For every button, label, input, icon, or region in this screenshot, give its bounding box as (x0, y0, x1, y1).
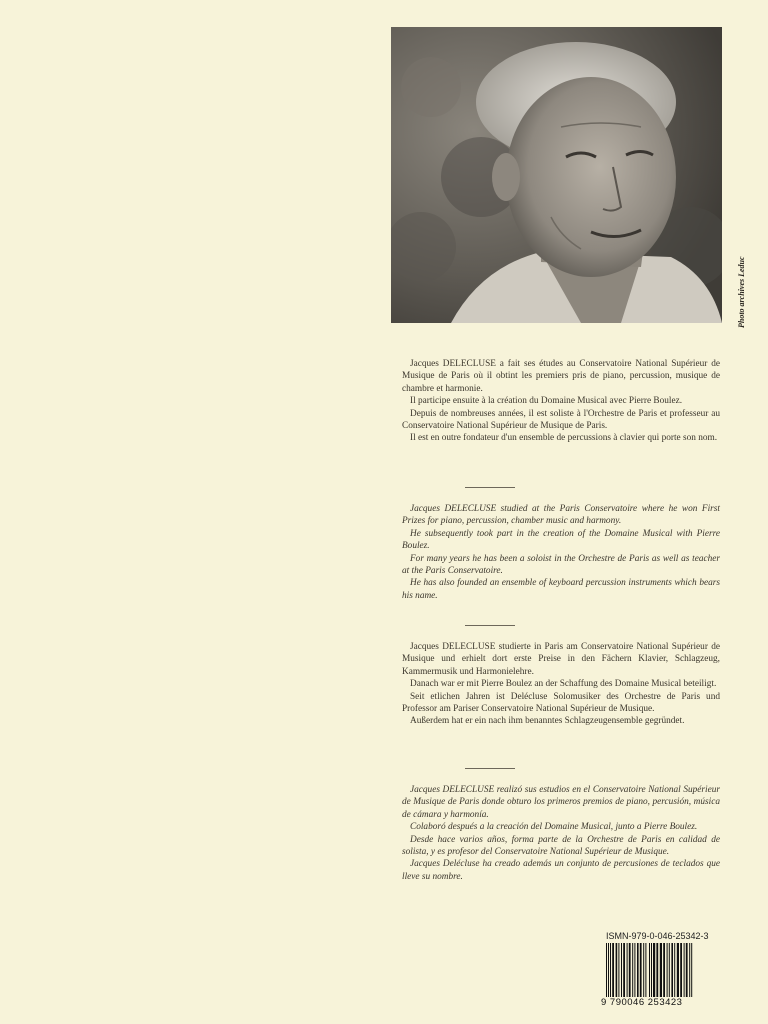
barcode-bar (623, 943, 625, 997)
barcode-bar (621, 943, 622, 997)
barcode-digits (600, 997, 720, 1008)
barcode-bar (653, 943, 655, 997)
portrait-photo (391, 27, 722, 323)
barcode-bar (640, 943, 642, 997)
paragraph: Jacques Delécluse ha creado además un conjunto de percusiones de teclados que lleve su nombre. (402, 859, 720, 882)
barcode-bar (677, 943, 679, 997)
barcode-bar (627, 943, 628, 997)
paragraph: Jacques DELECLUSE a fait ses études au Conservatoire National Supérieur de Musique de Paris où il obtint les premiers pris de piano, percussion, musique de chambre et harmonie. (402, 359, 720, 394)
barcode-bar (680, 943, 682, 997)
barcode-bar (608, 943, 609, 1005)
barcode-bar (660, 943, 662, 997)
paragraph: He subsequently took part in the creation of the Domaine Musical with Pierre Boulez. (402, 528, 720, 552)
barcode-bar (651, 943, 652, 1005)
paragraph: For many years he has been a soloist in the Orchestre de Paris as well as teacher at the Paris Conservatoire. (402, 553, 720, 577)
barcode-bar (667, 943, 668, 997)
paragraph: Jacques DELECLUSE studied at the Paris Conservatoire where he won First Prizes for piano, percussion, chamber music and harmony. (402, 504, 720, 527)
barcode-bar (637, 943, 639, 997)
paragraph: Colaboró después a la creación del Domaine Musical, junto a Pierre Boulez. (410, 822, 698, 833)
paragraph: Il est en outre fondateur d'un ensemble de percussions à clavier qui porte son nom. (410, 433, 718, 444)
barcode-bar (606, 943, 607, 1005)
barcode-bar (671, 943, 673, 997)
paragraph: Jacques DELECLUSE studierte in Paris am Conservatoire National Supérieur de Musique und erhielt dort erste Preise in den Fächern Klavier, Schlagzeug, Kammermusik und Harmonielehre. (402, 642, 720, 677)
barcode-bar (643, 943, 644, 1005)
paragraph: Desde hace varios años, forma parte de la Orchestre de Paris en calidad de solista, y es profesor del Conservatoire National Supérieur de Musique. (402, 834, 720, 858)
barcode-bar (616, 943, 618, 997)
barcode-bars (600, 943, 720, 1005)
paragraph: He has also founded an ensemble of keyboard percussion instruments which bears his name. (402, 578, 720, 601)
barcode-bar (663, 943, 665, 997)
barcode-bar (691, 943, 692, 1005)
barcode-bar (618, 943, 619, 997)
paragraph: Seit etlichen Jahren ist Delécluse Solomusiker des Orchestre de Paris und Professor am Pariser Conservatoire National Supérieur de Musique. (402, 691, 720, 715)
biography-french (402, 358, 720, 445)
barcode-bar (686, 943, 688, 997)
barcode-bar (669, 943, 670, 997)
barcode-bar (674, 943, 675, 997)
biography-english (402, 503, 720, 602)
biography-german (402, 641, 720, 728)
paragraph: Außerdem hat er ein nach ihm benanntes Schlagzeugensemble gegründet. (410, 716, 685, 727)
barcode-bar (645, 943, 646, 1005)
section-divider (465, 625, 515, 626)
paragraph: Depuis de nombreuses années, il est soliste à l'Orchestre de Paris et professeur au Conservatoire National Supérieur de Musique de Paris. (402, 408, 720, 432)
paragraph: Danach war er mit Pierre Boulez an der Schaffung des Domaine Musical beteiligt. (410, 679, 717, 690)
portrait-image (391, 27, 722, 323)
paragraph: Il participe ensuite à la création du Domaine Musical avec Pierre Boulez. (410, 396, 683, 407)
barcode-bar (684, 943, 685, 997)
barcode-bar (634, 943, 635, 997)
ismn-code: ISMN-979-0-046-25342-3 (606, 931, 709, 941)
barcode-bar (612, 943, 614, 997)
barcode-bar (649, 943, 650, 1005)
barcode-bar (632, 943, 633, 997)
biography-spanish (402, 784, 720, 883)
section-divider (465, 487, 515, 488)
photo-credit: Photo archives Leduc (737, 256, 746, 328)
barcode-bar (656, 943, 658, 997)
barcode-bar (610, 943, 611, 997)
paragraph: Jacques DELECLUSE realizó sus estudios en el Conservatoire National Supérieur de Musique de Paris donde obturo los primeros premios de piano, percusión, música de cámara y harmonía. (402, 785, 720, 820)
barcode-bar (689, 943, 690, 1005)
barcode-bar (629, 943, 631, 997)
section-divider (465, 768, 515, 769)
barcode-number: 9 790046 253423 (601, 997, 683, 1008)
